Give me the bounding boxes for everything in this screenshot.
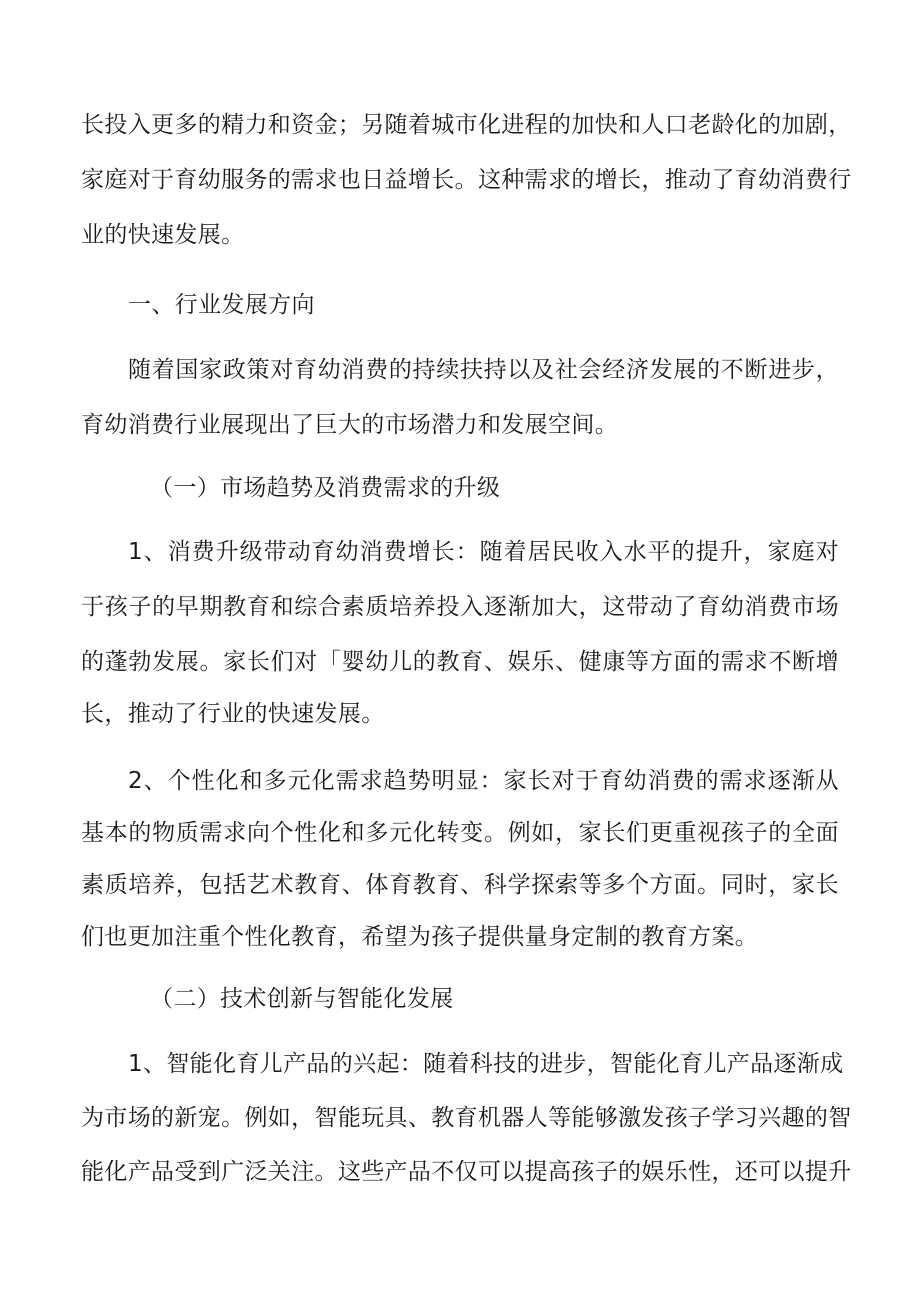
paragraph-line: 的蓬勃发展。家长们对「婴幼儿的教育、娱乐、健康等方面的需求不断增 — [81, 649, 839, 675]
paragraph-line: 长投入更多的精力和资金；另随着城市化进程的加快和人口老龄化的加剧， — [81, 112, 852, 138]
paragraph-line: 育幼消费行业展现出了巨大的市场潜力和发展空间。 — [81, 412, 619, 438]
paragraph-line: 业的快速发展。 — [81, 222, 245, 248]
paragraph-line: 1、消费升级带动育幼消费增长：随着居民收入水平的提升，家庭对 — [128, 539, 839, 565]
paragraph-line: 随着国家政策对育幼消费的持续扶持以及社会经济发展的不断进步， — [128, 357, 839, 383]
paragraph-line: 基本的物质需求向个性化和多元化转变。例如，家长们更重视孩子的全面 — [81, 820, 839, 846]
section-heading: 一、行业发展方向 — [128, 292, 315, 318]
subsection-heading: （一）市场趋势及消费需求的升级 — [150, 475, 501, 501]
paragraph-line: 家庭对于育幼服务的需求也日益增长。这种需求的增长，推动了育幼消费行 — [81, 167, 852, 193]
paragraph-line: 2、个性化和多元化需求趋势明显：家长对于育幼消费的需求逐渐从 — [128, 768, 839, 794]
paragraph-line: 长，推动了行业的快速发展。 — [81, 701, 385, 727]
subsection-heading: （二）技术创新与智能化发展 — [150, 986, 454, 1012]
paragraph-line: 素质培养，包括艺术教育、体育教育、科学探索等多个方面。同时，家长 — [81, 872, 839, 898]
paragraph-line: 们也更加注重个性化教育，希望为孩子提供量身定制的教育方案。 — [81, 924, 759, 950]
paragraph-line: 1、智能化育儿产品的兴起：随着科技的进步，智能化育儿产品逐渐成 — [128, 1051, 844, 1077]
paragraph-line: 能化产品受到广泛关注。这些产品不仅可以提高孩子的娱乐性，还可以提升 — [81, 1159, 852, 1185]
paragraph-line: 于孩子的早期教育和综合素质培养投入逐渐加大，这带动了育幼消费市场 — [81, 594, 839, 620]
paragraph-line: 为市场的新宠。例如，智能玩具、教育机器人等能够激发孩子学习兴趣的智 — [81, 1105, 852, 1131]
